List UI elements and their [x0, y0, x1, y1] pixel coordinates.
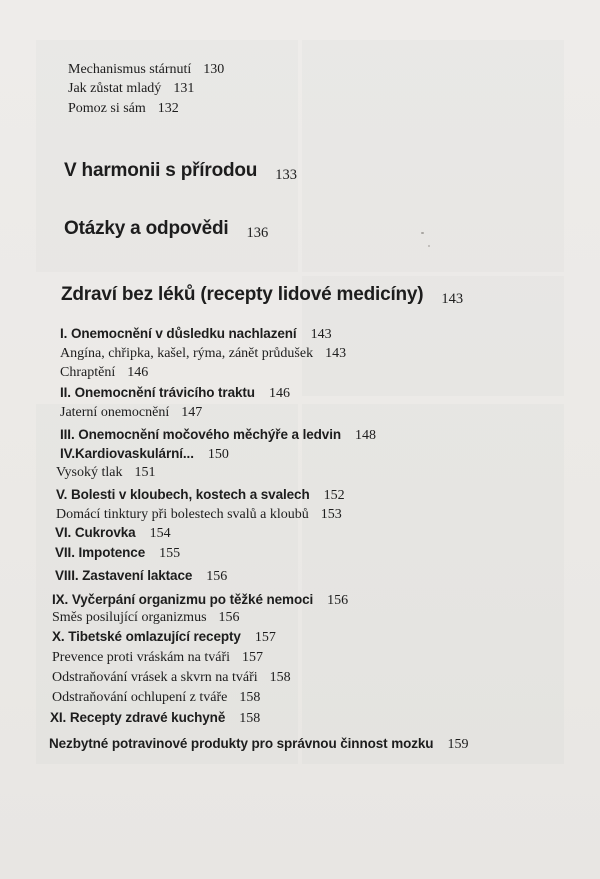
toc-section-page: 154 — [149, 526, 171, 541]
toc-section-page: 156 — [206, 569, 228, 584]
toc-entry-title: Prevence proti vráskám na tváři — [52, 650, 231, 665]
toc-entry-page: 157 — [242, 650, 264, 665]
toc-section-title: X. Tibetské omlazující recepty — [52, 629, 241, 644]
toc-entry-vysoky-tlak — [56, 465, 156, 481]
toc-section-zdrave-kuchyne — [50, 710, 260, 727]
toc-section-mocoveho-mechyre — [60, 427, 376, 444]
toc-entry-jaterni — [60, 405, 202, 421]
toc-entry-mechanismus-starnuti — [68, 62, 224, 78]
toc-section-title: Nezbytné potravinové produkty pro správnou činnost mozku — [49, 736, 434, 751]
toc-entry-page: 153 — [320, 507, 342, 522]
toc-section-page: 146 — [268, 386, 290, 401]
toc-section-page: 152 — [323, 488, 345, 503]
toc-section-page: 148 — [355, 428, 376, 443]
toc-heading-page: 136 — [246, 225, 269, 241]
toc-entry-smes-posilujici — [52, 610, 240, 626]
toc-entry-title: Vysoký tlak — [56, 465, 123, 480]
toc-heading-otazky — [64, 218, 268, 242]
toc-heading-title: V harmonii s přírodou — [64, 160, 258, 181]
toc-entry-title: Směs posilující organizmus — [52, 610, 207, 625]
toc-entry-page: 151 — [134, 465, 156, 480]
toc-entry-page: 147 — [181, 405, 203, 420]
toc-entry-title: Jaterní onemocnění — [60, 405, 170, 420]
paper-speck — [421, 232, 424, 234]
bleed-through-block — [302, 404, 564, 764]
toc-section-impotence — [55, 545, 180, 562]
toc-entry-prevence-vrasky — [52, 650, 263, 666]
toc-entry-domaci-tinktury — [56, 507, 342, 523]
toc-entry-chrapteni — [60, 365, 148, 381]
toc-entry-title: Odstraňování ochlupení z tváře — [52, 690, 228, 705]
toc-entry-page: 146 — [127, 365, 149, 380]
toc-section-title: I. Onemocnění v důsledku nachlazení — [60, 326, 297, 341]
toc-section-nachlazeni — [60, 326, 332, 343]
toc-heading-title: Zdraví bez léků (recepty lidové medicíny) — [61, 284, 424, 305]
toc-entry-page: 132 — [157, 101, 179, 116]
toc-section-title: XI. Recepty zdravé kuchyně — [50, 710, 226, 725]
toc-entry-pomoz-si-sam — [68, 101, 179, 117]
toc-heading-page: 143 — [441, 291, 464, 307]
toc-section-potravinove-produkty — [49, 736, 468, 753]
toc-entry-title: Domácí tinktury při bolestech svalů a kloubů — [56, 507, 309, 522]
toc-entry-page: 158 — [269, 670, 291, 685]
toc-entry-title: Mechanismus stárnutí — [68, 62, 192, 77]
toc-entry-angina — [60, 346, 346, 362]
toc-section-page: 159 — [447, 737, 469, 752]
toc-heading-page: 133 — [275, 167, 297, 183]
toc-section-title: II. Onemocnění trávicího traktu — [60, 385, 255, 400]
toc-entry-title: Jak zůstat mladý — [68, 81, 162, 96]
toc-section-page: 155 — [159, 546, 181, 561]
toc-section-kardiovaskularni — [60, 446, 229, 463]
toc-entry-page: 158 — [239, 690, 261, 705]
toc-entry-title: Angína, chřipka, kašel, rýma, zánět průdušek — [60, 346, 314, 361]
toc-section-traviciho-traktu — [60, 385, 290, 402]
toc-entry-page: 143 — [325, 346, 347, 361]
toc-section-page: 150 — [207, 447, 229, 462]
toc-heading-title: Otázky a odpovědi — [64, 218, 229, 239]
toc-section-vycerpani — [52, 592, 348, 609]
toc-heading-zdravi-bez-leku — [61, 284, 463, 308]
toc-entry-odstranovani-vrasek — [52, 670, 291, 686]
toc-section-title: V. Bolesti v kloubech, kostech a svalech — [56, 487, 310, 502]
toc-entry-page: 131 — [173, 81, 195, 96]
toc-section-page: 158 — [239, 711, 261, 726]
paper-speck — [428, 245, 430, 247]
toc-entry-page: 156 — [218, 610, 240, 625]
toc-entry-title: Pomoz si sám — [68, 101, 146, 116]
toc-section-page: 143 — [310, 327, 332, 342]
toc-entry-page: 130 — [203, 62, 225, 77]
toc-section-tibetske — [52, 629, 276, 646]
toc-section-title: III. Onemocnění močového měchýře a ledvin — [60, 427, 341, 442]
toc-section-page: 156 — [327, 593, 349, 608]
toc-heading-v-harmonii — [64, 160, 297, 184]
toc-section-page: 157 — [254, 630, 276, 645]
toc-section-title: VIII. Zastavení laktace — [55, 568, 193, 583]
toc-entry-odstranovani-ochlupeni — [52, 690, 260, 706]
toc-entry-title: Chraptění — [60, 365, 116, 380]
toc-section-title: VI. Cukrovka — [55, 525, 136, 540]
toc-entry-jak-zustat-mlady — [68, 81, 194, 97]
toc-section-cukrovka — [55, 525, 171, 542]
toc-section-title: IV.Kardiovaskulární... — [60, 446, 194, 461]
toc-section-bolesti — [56, 487, 345, 504]
toc-entry-title: Odstraňování vrásek a skvrn na tváři — [52, 670, 258, 685]
toc-section-title: IX. Vyčerpání organizmu po těžké nemoci — [52, 592, 314, 607]
toc-section-laktace — [55, 568, 227, 585]
toc-section-title: VII. Impotence — [55, 545, 146, 560]
bleed-through-block — [302, 40, 564, 272]
